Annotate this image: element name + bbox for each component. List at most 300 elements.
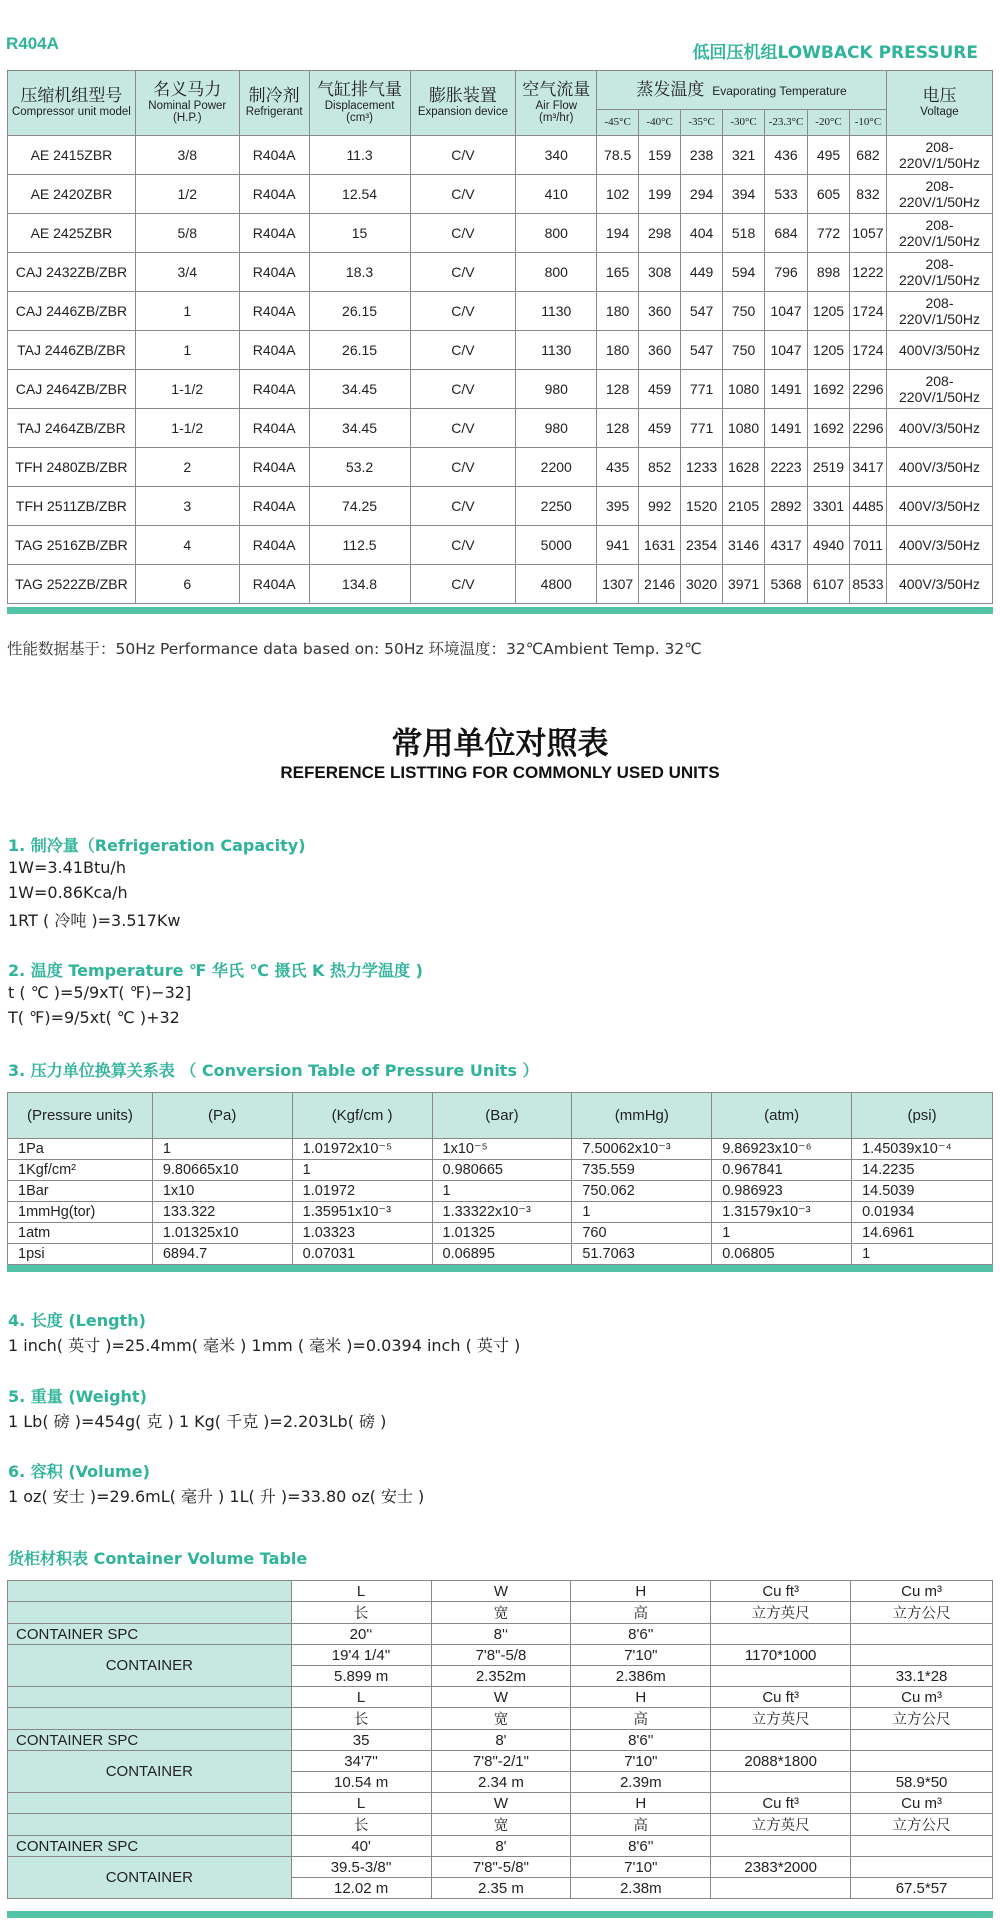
table-cell: 533 <box>765 175 808 214</box>
table-cell: 1170*1000 <box>711 1645 851 1666</box>
table-cell: 1233 <box>681 448 723 487</box>
table-cell: C/V <box>410 487 516 526</box>
table-cell: 2519 <box>808 448 850 487</box>
table-cell: 2383*2000 <box>711 1857 851 1878</box>
table-cell: 2200 <box>516 448 597 487</box>
table-row <box>8 1202 993 1223</box>
table-cell: R404A <box>239 292 309 331</box>
col-label-cn: 宽 <box>431 1708 571 1730</box>
table-cell: 0.07031 <box>292 1244 432 1265</box>
table-cell: C/V <box>410 214 516 253</box>
table-cell: 400V/3/50Hz <box>886 487 992 526</box>
table-cell: 1 <box>852 1244 993 1265</box>
table-cell: 980 <box>516 370 597 409</box>
table-cell: 9.86923x10⁻⁶ <box>712 1139 852 1160</box>
temperature-line-1: t ( ℃ )=5/9xT( ℉)−32] <box>8 983 192 1002</box>
table-cell: 3301 <box>808 487 850 526</box>
table-cell: 800 <box>516 253 597 292</box>
col-label-cn: 宽 <box>431 1602 571 1624</box>
table-cell: 3/8 <box>135 136 239 175</box>
table-row <box>8 331 993 370</box>
table-cell: 852 <box>639 448 681 487</box>
table-cell: 8'6'' <box>571 1836 711 1857</box>
table-cell: 208-220V/1/50Hz <box>886 370 992 409</box>
table-cell <box>711 1730 851 1751</box>
table-row <box>8 253 993 292</box>
table-cell: 2.38m <box>571 1878 711 1899</box>
col-label: Cu ft³ <box>711 1581 851 1602</box>
table-cell: 8533 <box>849 565 886 604</box>
table-cell: 9.80665x10 <box>152 1160 292 1181</box>
table-cell: CAJ 2446ZB/ZBR <box>8 292 136 331</box>
table-cell: 1222 <box>849 253 886 292</box>
table-cell: 547 <box>681 292 723 331</box>
table-cell: 400V/3/50Hz <box>886 331 992 370</box>
table-cell: 7'10" <box>571 1645 711 1666</box>
col-label-cn: 高 <box>571 1814 711 1836</box>
table-cell: 18.3 <box>309 253 410 292</box>
table-cell: 400V/3/50Hz <box>886 565 992 604</box>
table-cell: 1.33322x10⁻³ <box>432 1202 572 1223</box>
table-cell: 2.34 m <box>431 1772 571 1793</box>
pressure-header: (Pa) <box>152 1093 292 1139</box>
label-cell <box>8 1602 292 1624</box>
table-cell: AE 2420ZBR <box>8 175 136 214</box>
table-cell: 40' <box>291 1836 431 1857</box>
table-row <box>8 1181 993 1202</box>
temperature-heading: 2. 温度 Temperature ℉ 华氏 ℃ 摄氏 K 热力学温度 ) <box>8 961 423 980</box>
col-displacement: 气缸排气量 Displacement (cm³) <box>309 71 410 136</box>
col-airflow: 空气流量 Air Flow (m³/hr) <box>516 71 597 136</box>
table-cell: C/V <box>410 448 516 487</box>
table-row <box>8 1223 993 1244</box>
table-cell <box>851 1751 993 1772</box>
table-cell: 20'‘ <box>291 1624 431 1645</box>
table-cell: C/V <box>410 409 516 448</box>
table-cell: 6 <box>135 565 239 604</box>
table-cell: 2 <box>135 448 239 487</box>
container-label: CONTAINER <box>8 1645 292 1687</box>
table-cell <box>711 1666 851 1687</box>
table-cell: 0.967841 <box>712 1160 852 1181</box>
container-spc-row <box>8 1836 993 1857</box>
table-row <box>8 214 993 253</box>
col-label-cn: 高 <box>571 1602 711 1624</box>
table-cell: 459 <box>639 370 681 409</box>
table-cell: 1 <box>712 1223 852 1244</box>
table-row <box>8 565 993 604</box>
table-cell: 771 <box>681 409 723 448</box>
label-cell <box>8 1708 292 1730</box>
table-cell: 2296 <box>849 409 886 448</box>
table-cell: R404A <box>239 331 309 370</box>
capacity-line-3: 1RT ( 冷吨 )=3.517Kw <box>8 911 181 930</box>
table-row <box>8 370 993 409</box>
table-cell: C/V <box>410 526 516 565</box>
table-cell: 0.06805 <box>712 1244 852 1265</box>
table-cell: 8'‘ <box>431 1624 571 1645</box>
refrigerant-label: R404A <box>6 34 59 53</box>
col-label: L <box>291 1793 431 1814</box>
table-row <box>8 1160 993 1181</box>
compressor-table <box>7 70 993 604</box>
col-label-cn: 高 <box>571 1708 711 1730</box>
table-cell: 208-220V/1/50Hz <box>886 253 992 292</box>
table-cell: 1692 <box>808 409 850 448</box>
container-col-row <box>8 1814 993 1836</box>
table-cell: 360 <box>639 331 681 370</box>
temp-header: -45°C <box>597 110 639 136</box>
table-cell: 0.06895 <box>432 1244 572 1265</box>
table-cell: R404A <box>239 526 309 565</box>
table-cell: 1x10⁻⁵ <box>432 1139 572 1160</box>
label-cell <box>8 1793 292 1814</box>
pressure-header: (mmHg) <box>572 1093 712 1139</box>
pressure-table <box>7 1092 993 1265</box>
table-cell: 941 <box>597 526 639 565</box>
table-cell: 5.899 m <box>291 1666 431 1687</box>
container-col-row <box>8 1793 993 1814</box>
table-cell: 7'8"-5/8" <box>431 1857 571 1878</box>
table-cell: TFH 2511ZB/ZBR <box>8 487 136 526</box>
container-col-row <box>8 1602 993 1624</box>
temp-header: -40°C <box>639 110 681 136</box>
table-cell: 1Kgf/cm² <box>8 1160 153 1181</box>
table-cell: C/V <box>410 331 516 370</box>
table-cell: 1491 <box>765 409 808 448</box>
table-cell: 2892 <box>765 487 808 526</box>
table-cell: 1130 <box>516 292 597 331</box>
performance-note: 性能数据基于：50Hz Performance data based on: 50Hz 环境温度：32℃Ambient Temp. 32℃ <box>7 640 702 658</box>
table-cell: 5/8 <box>135 214 239 253</box>
table-cell: 605 <box>808 175 850 214</box>
table-cell: 5368 <box>765 565 808 604</box>
table-cell: 2105 <box>723 487 765 526</box>
label-cell <box>8 1581 292 1602</box>
table-cell: 1.45039x10⁻⁴ <box>852 1139 993 1160</box>
weight-line: 1 Lb( 磅 )=454g( 克 ) 1 Kg( 千克 )=2.203Lb( 磅 ) <box>8 1412 387 1431</box>
table-cell: 2088*1800 <box>711 1751 851 1772</box>
table-cell: 34.45 <box>309 370 410 409</box>
table-cell: 194 <box>597 214 639 253</box>
table-cell: 2146 <box>639 565 681 604</box>
col-expansion: 膨胀装置 Expansion device <box>410 71 516 136</box>
temperature-line-2: T( ℉)=9/5xt( ℃ )+32 <box>8 1008 180 1027</box>
table-cell: 159 <box>639 136 681 175</box>
table-cell: 1.31579x10⁻³ <box>712 1202 852 1223</box>
pressure-header: (atm) <box>712 1093 852 1139</box>
table-cell: 8'6'' <box>571 1624 711 1645</box>
table-cell: R404A <box>239 487 309 526</box>
table-cell: 750 <box>723 292 765 331</box>
table-cell: 7'8"-5/8 <box>431 1645 571 1666</box>
table-cell: C/V <box>410 565 516 604</box>
table-cell: TAG 2522ZB/ZBR <box>8 565 136 604</box>
table-cell: 12.54 <box>309 175 410 214</box>
table-cell: C/V <box>410 136 516 175</box>
table-cell: 360 <box>639 292 681 331</box>
table-cell: 2.39m <box>571 1772 711 1793</box>
table-cell: R404A <box>239 448 309 487</box>
container-label: CONTAINER <box>8 1751 292 1793</box>
table-cell: 1Pa <box>8 1139 153 1160</box>
table-cell: 4485 <box>849 487 886 526</box>
label-cell <box>8 1687 292 1708</box>
table-cell <box>851 1624 993 1645</box>
table-cell: 2.386m <box>571 1666 711 1687</box>
length-line: 1 inch( 英寸 )=25.4mm( 毫米 ) 1mm ( 毫米 )=0.0394 inch ( 英寸 ) <box>8 1336 521 1355</box>
table-cell: 180 <box>597 292 639 331</box>
table-cell: 3/4 <box>135 253 239 292</box>
table-cell <box>711 1624 851 1645</box>
table-cell: 298 <box>639 214 681 253</box>
table-cell: 78.5 <box>597 136 639 175</box>
table-cell: R404A <box>239 565 309 604</box>
table-cell: 10.54 m <box>291 1772 431 1793</box>
table-cell: 1Bar <box>8 1181 153 1202</box>
table-cell: AE 2425ZBR <box>8 214 136 253</box>
table-cell: 1080 <box>723 370 765 409</box>
col-label: Cu ft³ <box>711 1687 851 1708</box>
col-label-cn: 长 <box>291 1814 431 1836</box>
table-cell: 750 <box>723 331 765 370</box>
table-cell: 410 <box>516 175 597 214</box>
table-cell: 34.45 <box>309 409 410 448</box>
table-cell: 26.15 <box>309 292 410 331</box>
table-cell: 1692 <box>808 370 850 409</box>
table-cell: 832 <box>849 175 886 214</box>
table-cell: 4 <box>135 526 239 565</box>
table-cell: 1.01325x10 <box>152 1223 292 1244</box>
table-cell: 1x10 <box>152 1181 292 1202</box>
table-cell: 1520 <box>681 487 723 526</box>
table-row <box>8 1139 993 1160</box>
table-cell: R404A <box>239 136 309 175</box>
table-cell: 8'6'' <box>571 1730 711 1751</box>
table-cell: R404A <box>239 253 309 292</box>
table-cell: R404A <box>239 409 309 448</box>
pressure-heading: 3. 压力单位换算关系表 （ Conversion Table of Pressure Units ） <box>8 1061 539 1080</box>
table-cell: 1 <box>572 1202 712 1223</box>
table-cell: 238 <box>681 136 723 175</box>
table-cell: 1631 <box>639 526 681 565</box>
table-cell: 735.559 <box>572 1160 712 1181</box>
table-cell: 74.25 <box>309 487 410 526</box>
table-cell: C/V <box>410 175 516 214</box>
table-cell: 1724 <box>849 292 886 331</box>
table-cell: 0.01934 <box>852 1202 993 1223</box>
table-row <box>8 526 993 565</box>
col-label: W <box>431 1581 571 1602</box>
table-cell: 1491 <box>765 370 808 409</box>
table-cell <box>711 1772 851 1793</box>
table-cell: 4800 <box>516 565 597 604</box>
table-cell: 395 <box>597 487 639 526</box>
table-cell: 1205 <box>808 292 850 331</box>
col-label: Cu ft³ <box>711 1793 851 1814</box>
table-cell: 5000 <box>516 526 597 565</box>
table-row <box>8 448 993 487</box>
reference-title-en: REFERENCE LISTTING FOR COMMONLY USED UNITS <box>280 763 720 782</box>
table-cell: CAJ 2464ZB/ZBR <box>8 370 136 409</box>
col-label-cn: 立方公尺 <box>851 1602 993 1624</box>
table-cell: 518 <box>723 214 765 253</box>
table-cell: 1 <box>432 1181 572 1202</box>
table-cell: 1.01972x10⁻⁵ <box>292 1139 432 1160</box>
table-row <box>8 175 993 214</box>
col-label-cn: 长 <box>291 1602 431 1624</box>
table-cell: 400V/3/50Hz <box>886 526 992 565</box>
table-cell <box>851 1730 993 1751</box>
table-row <box>8 409 993 448</box>
temp-header: -35°C <box>681 110 723 136</box>
table-cell: 594 <box>723 253 765 292</box>
table-cell: 800 <box>516 214 597 253</box>
table-cell: 2250 <box>516 487 597 526</box>
table-cell: 394 <box>723 175 765 214</box>
table-cell: 208-220V/1/50Hz <box>886 292 992 331</box>
col-label: L <box>291 1581 431 1602</box>
container-label: CONTAINER <box>8 1857 292 1899</box>
table-cell: 8' <box>431 1836 571 1857</box>
container-table <box>7 1580 993 1899</box>
col-label-cn: 立方公尺 <box>851 1708 993 1730</box>
table-cell: 128 <box>597 370 639 409</box>
table-cell: 1-1/2 <box>135 409 239 448</box>
table-cell: 1047 <box>765 292 808 331</box>
table-cell: 772 <box>808 214 850 253</box>
table-cell: 165 <box>597 253 639 292</box>
temp-header: -23.3°C <box>765 110 808 136</box>
table-cell: 3417 <box>849 448 886 487</box>
container-col-row <box>8 1581 993 1602</box>
capacity-line-1: 1W=3.41Btu/h <box>8 858 126 877</box>
table-cell: 459 <box>639 409 681 448</box>
table-cell: 3020 <box>681 565 723 604</box>
table-cell: 2.35 m <box>431 1878 571 1899</box>
table-cell: 1628 <box>723 448 765 487</box>
table-cell: 102 <box>597 175 639 214</box>
table-cell: 33.1*28 <box>851 1666 993 1687</box>
table-cell: 1307 <box>597 565 639 604</box>
table-cell: 898 <box>808 253 850 292</box>
table-row <box>8 136 993 175</box>
table-cell: 3971 <box>723 565 765 604</box>
container-heading: 货柜材积表 Container Volume Table <box>8 1549 308 1568</box>
spc-label: CONTAINER SPC <box>8 1730 292 1751</box>
table-cell: 404 <box>681 214 723 253</box>
table-cell: 980 <box>516 409 597 448</box>
col-label: Cu m³ <box>851 1581 993 1602</box>
table-cell: 1.01325 <box>432 1223 572 1244</box>
table-cell: 308 <box>639 253 681 292</box>
table-cell: 3 <box>135 487 239 526</box>
table-cell: 1.35951x10⁻³ <box>292 1202 432 1223</box>
length-heading: 4. 长度 (Length) <box>8 1311 146 1330</box>
table-cell: 133.322 <box>152 1202 292 1223</box>
table-cell: 7'10" <box>571 1857 711 1878</box>
table-cell: 19'4 1/4'' <box>291 1645 431 1666</box>
table-cell: 6894.7 <box>152 1244 292 1265</box>
temp-header: -20°C <box>808 110 850 136</box>
table-cell: 495 <box>808 136 850 175</box>
section-title: 低回压机组LOWBACK PRESSURE <box>692 43 978 63</box>
table-cell: TFH 2480ZB/ZBR <box>8 448 136 487</box>
table-cell: 684 <box>765 214 808 253</box>
table-cell: 1047 <box>765 331 808 370</box>
table-cell <box>711 1878 851 1899</box>
pressure-header: (Bar) <box>432 1093 572 1139</box>
table-cell: AE 2415ZBR <box>8 136 136 175</box>
table-cell: 340 <box>516 136 597 175</box>
container-col-row <box>8 1708 993 1730</box>
table-cell: 1 <box>135 292 239 331</box>
col-label-cn: 立方英尺 <box>711 1602 851 1624</box>
table-cell: 4940 <box>808 526 850 565</box>
spc-label: CONTAINER SPC <box>8 1624 292 1645</box>
table-cell: 2354 <box>681 526 723 565</box>
table-cell: 134.8 <box>309 565 410 604</box>
table-cell: 208-220V/1/50Hz <box>886 214 992 253</box>
table-cell: R404A <box>239 370 309 409</box>
col-label-cn: 宽 <box>431 1814 571 1836</box>
pressure-header: (psi) <box>852 1093 993 1139</box>
table-cell: 2.352m <box>431 1666 571 1687</box>
label-cell <box>8 1814 292 1836</box>
table-cell: C/V <box>410 253 516 292</box>
table-cell: 26.15 <box>309 331 410 370</box>
table-cell: 208-220V/1/50Hz <box>886 175 992 214</box>
table-cell: 400V/3/50Hz <box>886 409 992 448</box>
table-cell: 1mmHg(tor) <box>8 1202 153 1223</box>
table-cell: 58.9*50 <box>851 1772 993 1793</box>
table-cell: 1080 <box>723 409 765 448</box>
table-cell: 1205 <box>808 331 850 370</box>
table-cell: C/V <box>410 292 516 331</box>
table-cell <box>851 1645 993 1666</box>
col-label-cn: 立方英尺 <box>711 1814 851 1836</box>
col-label-cn: 立方英尺 <box>711 1708 851 1730</box>
table-cell: 750.062 <box>572 1181 712 1202</box>
pressure-header: (Pressure units) <box>8 1093 153 1139</box>
table-cell: 1057 <box>849 214 886 253</box>
table-cell: 4317 <box>765 526 808 565</box>
table-cell: 1psi <box>8 1244 153 1265</box>
table-cell: 14.6961 <box>852 1223 993 1244</box>
table-cell: 294 <box>681 175 723 214</box>
container-spc-row <box>8 1730 993 1751</box>
col-label: W <box>431 1687 571 1708</box>
volume-heading: 6. 容积 (Volume) <box>8 1462 150 1481</box>
table-cell: 1 <box>152 1139 292 1160</box>
col-label: L <box>291 1687 431 1708</box>
col-label: Cu m³ <box>851 1687 993 1708</box>
divider-bar <box>7 1265 993 1272</box>
table-row <box>8 1244 993 1265</box>
col-evap-temp: 蒸发温度 Evaporating Temperature <box>597 71 887 110</box>
table-cell: 14.2235 <box>852 1160 993 1181</box>
volume-line: 1 oz( 安士 )=29.6mL( 毫升 ) 1L( 升 )=33.80 oz( 安士 ) <box>8 1487 425 1506</box>
table-row <box>8 292 993 331</box>
table-cell: 7011 <box>849 526 886 565</box>
table-cell <box>851 1836 993 1857</box>
temp-header: -10°C <box>849 110 886 136</box>
container-row <box>8 1751 993 1772</box>
col-label: W <box>431 1793 571 1814</box>
divider-bar <box>7 607 993 614</box>
col-label: Cu m³ <box>851 1793 993 1814</box>
table-cell: 1/2 <box>135 175 239 214</box>
